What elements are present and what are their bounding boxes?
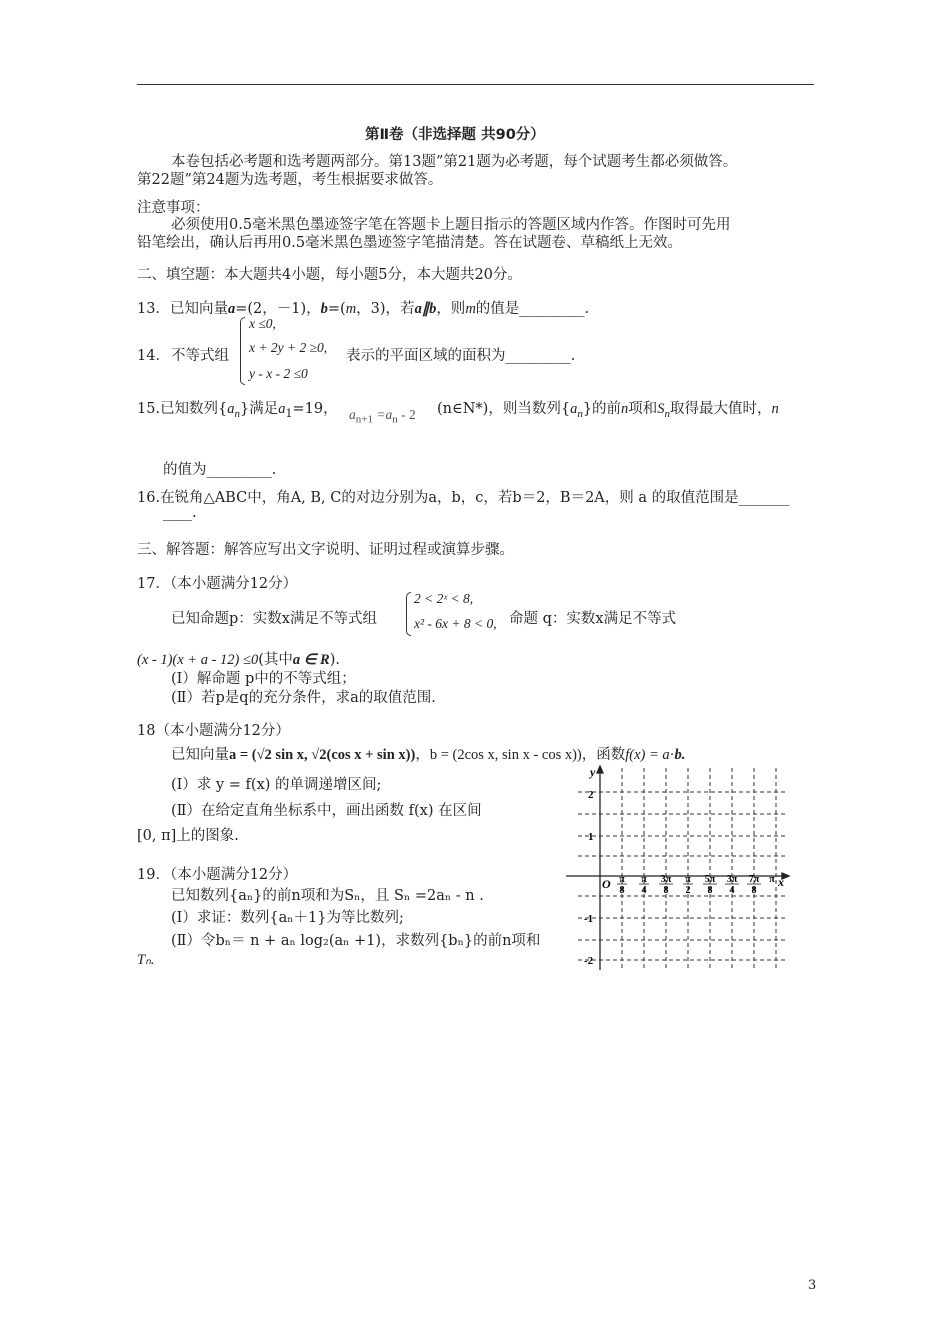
q13-text3: =( [327, 301, 346, 317]
q13-text4: ，3)，若 [356, 301, 415, 317]
y-tick-1: 1 [588, 831, 594, 843]
q17-note-open: (其中 [258, 652, 293, 668]
part3-heading: 三、解答题：解答应写出文字说明、证明过程或演算步骤。 [137, 542, 514, 558]
q13-vector-b: b [320, 301, 328, 317]
part2-heading: 二、填空题：本大题共4小题，每小题5分，本大题共20分。 [137, 267, 522, 283]
x-tick-den-1: 8 [619, 885, 625, 896]
origin-label: O [602, 877, 611, 891]
q18-function: f(x) = a [625, 747, 670, 763]
q18-dot: · [669, 747, 675, 763]
q19-number: 19．（本小题满分12分） [137, 867, 298, 883]
q18-text2: ，函数 [581, 747, 626, 763]
q15-text4: (n∈N*)，则当数列{ [437, 401, 571, 417]
q14-brace [240, 317, 245, 385]
q17-part2: (Ⅱ）若p是q的充分条件，求a的取值范围. [171, 690, 436, 706]
x-tick-den-3: 8 [663, 885, 669, 896]
coordinate-grid [560, 764, 792, 972]
x-tick-labels [619, 874, 775, 896]
y-tick-neg2: -2 [584, 955, 594, 967]
q15-text3: =19， [292, 401, 338, 417]
q17-part1: (Ⅰ）解命题 p中的不等式组； [171, 671, 356, 687]
y-tick-neg1: -1 [584, 913, 594, 925]
q13-text2: =(2，－1)， [235, 301, 321, 317]
x-tick-den-5: 8 [707, 885, 713, 896]
q14-ineq2: x + 2y + 2 ≥0, [249, 340, 328, 355]
x-tick-den-7: 8 [751, 885, 757, 896]
q14-ineq1: x ≤0, [249, 316, 276, 331]
q15-a1-sub: 1 [285, 406, 293, 420]
q13-text1: 已知向量 [169, 301, 228, 317]
q17-brace [406, 592, 411, 636]
y-axis-label: y [590, 765, 596, 779]
q17-note-close: ). [329, 652, 340, 668]
q18-sep: ， [415, 747, 430, 763]
q15-a1: a [278, 401, 286, 417]
q15-S-sub: n [664, 407, 671, 420]
axes [566, 766, 789, 970]
q17-number: 17．（本小题满分12分） [137, 576, 298, 592]
x-tick-num-3: 3π [660, 874, 672, 885]
question-15-line1b [437, 397, 779, 420]
q15-an2-sub: n [577, 407, 583, 420]
q17-text1: 已知命题p：实数x满足不等式组 [171, 611, 377, 627]
x-tick-num-1: π [619, 874, 625, 885]
q18-part1: (Ⅰ）求 y = f(x) 的单调递增区间; [171, 777, 382, 793]
q14-text1: 不等式组 [171, 348, 229, 364]
q15-an-sub: n [234, 407, 241, 420]
q19-part1: (Ⅰ）求证：数列{aₙ＋1}为等比数列; [171, 910, 404, 926]
notice-line2: 铅笔绘出，确认后再用0.5毫米黑色墨迹签字笔描清楚。答在试题卷、草稿纸上无效。 [137, 235, 683, 251]
q19-part2b: Tₙ. [137, 952, 155, 968]
x-tick-den-2: 4 [641, 885, 647, 896]
q18-number: 18（本小题满分12分） [137, 723, 290, 739]
q17-ineq1: 2 < 2ˣ < 8, [414, 591, 474, 606]
q16-continuation: ____. [163, 505, 197, 521]
q15-rec-sub2: n [392, 413, 398, 426]
q14-number: 14． [137, 348, 170, 364]
q15-text1: 已知数列{ [160, 401, 228, 417]
q13-text5: ，则 [436, 301, 466, 317]
q15-rec-tail: - 2 [397, 407, 416, 422]
q19-line1: 已知数列{aₙ}的前n项和为Sₙ，且 Sₙ =2aₙ - n . [171, 888, 484, 904]
question-15-line1 [137, 397, 338, 420]
section-title: 第Ⅱ卷（非选择题 共90分） [365, 127, 545, 143]
q17-inequality: (x - 1)(x + a - 12) ≤0 [137, 652, 259, 668]
q15-recurrence [349, 407, 416, 426]
notice-line1: 必须使用0.5毫米黑色墨迹签字笔在答题卡上题目指示的答题区域内作答。作图时可先用 [171, 217, 731, 233]
q14-ineq3: y - x - 2 ≤0 [249, 366, 308, 381]
q16-number: 16. [137, 490, 161, 506]
x-tick-num-6: 3π [726, 874, 738, 885]
q15-line2: 的值为_________. [163, 462, 277, 478]
q18-part2b: [0, π]上的图象. [137, 828, 239, 844]
y-tick-2: 2 [588, 789, 594, 801]
q13-m2: m [465, 301, 476, 317]
q15-n2: n [771, 401, 779, 417]
q15-rec-a: a [349, 407, 356, 422]
q18-text1: 已知向量 [171, 747, 229, 763]
question-16 [137, 486, 789, 507]
x-axis-label: x [778, 875, 784, 889]
q15-text2: }满足 [240, 401, 279, 417]
q15-n: n [621, 401, 629, 417]
q15-an2: a [570, 401, 578, 417]
grid-lines [578, 768, 788, 968]
intro-line2: 第22题”第24题为选考题，考生根据要求做答。 [137, 172, 443, 188]
q14-text2: 表示的平面区域的面积为_________. [346, 348, 576, 364]
x-tick-num-5: 5π [704, 874, 716, 885]
q13-m: m [345, 301, 357, 317]
top-rule [137, 84, 814, 85]
x-tick-den-6: 4 [729, 885, 735, 896]
q13-number: 13． [137, 301, 170, 317]
q15-rec-sub1: n+1 [355, 413, 373, 426]
q17-line2 [137, 648, 340, 669]
x-tick-num-7: 7π [748, 874, 760, 885]
q15-rec-eq: =a [376, 407, 393, 422]
q13-text6: 的值是_________. [475, 301, 590, 317]
x-tick-num-2: π [641, 874, 647, 885]
q16-text: 在锐角△ABC中，角A, B, C的对边分别为a，b，c，若b＝2，B＝2A，则 a 的取值范围是_______ [160, 490, 790, 506]
x-tick-num-4: π [685, 874, 691, 885]
q15-an: a [227, 401, 235, 417]
q17-text2: 命题 q：实数x满足不等式 [509, 611, 677, 627]
q13-vector-a: a [227, 301, 236, 317]
x-tick-den-4: 2 [685, 885, 691, 896]
page-number: 3 [808, 1278, 817, 1293]
intro-line1: 本卷包括必考题和选考题两部分。第13题”第21题为必考题，每个试题考生都必须做答。 [171, 154, 738, 170]
q18-line1 [171, 743, 685, 764]
q13-parallel: a∥b [414, 301, 437, 317]
q18-vector-a: a = (√2 sin x, √2(cos x + sin x)) [229, 747, 416, 763]
notice-heading: 注意事项： [137, 200, 210, 216]
q15-text5: }的前 [582, 401, 622, 417]
q18-function-b: b. [674, 747, 686, 763]
q18-part2: (Ⅱ）在给定直角坐标系中，画出函数 f(x) 在区间 [171, 803, 482, 819]
q15-text7: 取得最大值时， [670, 401, 772, 417]
question-13 [137, 297, 589, 318]
q15-number: 15. [137, 401, 161, 417]
q15-text6: 项和 [628, 401, 658, 417]
x-tick-num-8: π [769, 874, 775, 885]
q19-part2: (Ⅱ）令bₙ＝ n + aₙ log₂(aₙ +1)，求数列{bₙ}的前n项和 [171, 933, 541, 949]
q18-vector-b: b = (2cos x, sin x - cos x)) [429, 747, 582, 763]
q17-ineq2: x² - 6x + 8 < 0, [414, 616, 497, 631]
q17-domain: a ∈ R [292, 652, 330, 668]
q15-S: S [657, 401, 665, 417]
